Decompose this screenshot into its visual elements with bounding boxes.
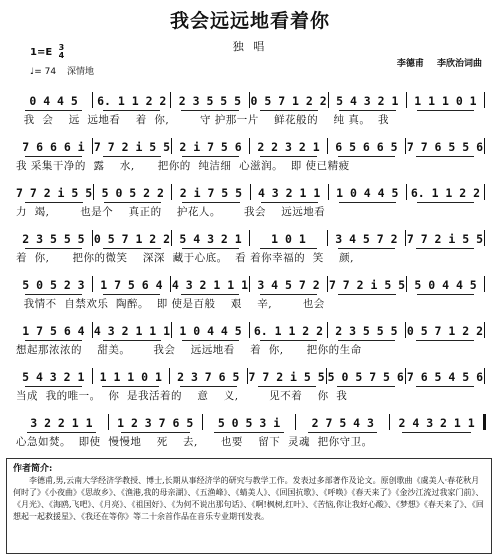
lyrics-line: 心急如焚。 即使 慢慢地 死 去, 也要 留下 灵魂 把你守卫。 (16, 436, 373, 448)
note-beam (103, 248, 161, 249)
note-beam (182, 340, 239, 341)
measure: 3 2 2 1 1 (16, 416, 107, 430)
score-system (16, 318, 486, 362)
note-beam (260, 294, 317, 295)
barline (406, 184, 407, 200)
measure: 2 3 5 5 5 (329, 324, 404, 338)
note-beam (338, 340, 395, 341)
notation-line (16, 226, 486, 246)
note-beam (27, 432, 96, 433)
author-bio-heading: 作者简介: (13, 464, 53, 474)
barline (405, 138, 406, 154)
measure: 2 2 3 2 1 (251, 140, 326, 154)
note-beam (260, 110, 318, 111)
barline (326, 368, 327, 384)
measure: 0 5 7 1 2 2 (94, 232, 170, 246)
measure: 2 i 7 5 6 (173, 140, 248, 154)
note-beam (182, 156, 239, 157)
lyrics-line: 力 竭, 也是个 真正的 护花人。 我会 远远地看 (16, 206, 326, 218)
measure: 5 0 5 7 5 6 (328, 370, 404, 384)
barline (484, 368, 485, 384)
score-system (16, 88, 486, 132)
measure: 1 1 1 0 1 (94, 370, 169, 384)
measure: 2 3 5 5 5 (16, 232, 91, 246)
notation-line (16, 88, 486, 108)
barline (171, 230, 172, 246)
notation-line (16, 272, 486, 292)
barline (93, 184, 94, 200)
measure: 5 0 4 4 5 (408, 278, 483, 292)
lyrics-line: 我 采集干净的 露 水, 把你的 纯洁细 心滋润。 即 使已精疲 (16, 160, 350, 172)
key-label: 1=E (30, 47, 53, 58)
measure: 1 2 3 7 6 5 (110, 416, 201, 430)
score-system (16, 134, 486, 178)
score-system (16, 272, 486, 316)
measure: 5 0 5 2 3 (16, 278, 91, 292)
measure: 5 4 3 2 1 (330, 94, 405, 108)
note-beam (121, 432, 190, 433)
barline (92, 138, 93, 154)
note-beam (260, 156, 317, 157)
notation-line (16, 134, 486, 154)
note-beam (103, 156, 161, 157)
measure: 0 5 7 1 2 2 (407, 324, 483, 338)
expression-marking: 深情地 (66, 67, 94, 77)
note-beam (182, 202, 239, 203)
note-beam (25, 340, 82, 341)
measure: 2 7 5 4 3 (297, 416, 388, 430)
barline (249, 230, 250, 246)
notation-line (16, 318, 486, 338)
note-beam (180, 386, 237, 387)
note-beam (339, 202, 396, 203)
meter-bottom: 4 (58, 51, 65, 60)
barline (169, 368, 170, 384)
barline (405, 322, 406, 338)
note-beam (260, 248, 317, 249)
performance-type: 独 唱 (232, 40, 268, 53)
note-beam (25, 156, 82, 157)
barline (484, 230, 485, 246)
barline (327, 138, 328, 154)
note-beam (103, 110, 160, 111)
measure: 2 3 5 5 5 (172, 94, 247, 108)
note-beam (214, 432, 283, 433)
measure: 4 3 2 1 1 (252, 186, 327, 200)
measure: 7 7 6 5 5 6 (407, 140, 483, 154)
measure: 6. 1 1 2 2 (94, 94, 169, 108)
tempo-marking (30, 64, 94, 77)
note-beam (25, 386, 82, 387)
note-beam (416, 156, 474, 157)
barline (389, 414, 390, 430)
measure: 3 4 5 7 2 (329, 232, 404, 246)
lyrics-line: 想起那浓浓的 甜美。 我会 远远地看 着 你, 把你的生命 (16, 344, 362, 356)
barline (249, 92, 250, 108)
measure: 1 7 5 6 4 (94, 278, 169, 292)
note-beam (417, 110, 474, 111)
barline (484, 92, 485, 108)
note-beam (181, 294, 239, 295)
measure: 1 0 4 4 5 (173, 324, 248, 338)
barline (328, 92, 329, 108)
barline (484, 322, 485, 338)
note-beam (416, 248, 474, 249)
note-beam (182, 248, 239, 249)
note-beam (103, 340, 161, 341)
measure: 2 i 7 5 5 (173, 186, 248, 200)
measure: 3 4 5 7 2 (251, 278, 326, 292)
barline (249, 276, 250, 292)
barline (295, 414, 296, 430)
measure: 5 0 5 3 i (204, 416, 295, 430)
note-beam (103, 294, 160, 295)
measure: 7 6 5 4 5 6 (407, 370, 483, 384)
song-title: 我会远远地看着你 (169, 10, 330, 32)
measure: 5 4 3 2 1 (173, 232, 248, 246)
final-barline (483, 414, 486, 430)
barline (327, 230, 328, 246)
author-bio (6, 458, 492, 554)
measure: 2 3 7 6 5 (171, 370, 246, 384)
notation-line (16, 410, 486, 430)
barline (202, 414, 203, 430)
note-beam (417, 202, 474, 203)
measure: 1 0 4 4 5 (330, 186, 405, 200)
measure: 5 4 3 2 1 (16, 370, 91, 384)
lyrics-line: 我情不 自禁欢乐 陶醉。 即 使是百般 艰 辛, 也会 (16, 298, 325, 310)
score-system (16, 364, 486, 408)
note-beam (416, 340, 474, 341)
barline (249, 322, 250, 338)
barline (327, 322, 328, 338)
measure: 7 6 6 6 i (16, 140, 91, 154)
barline (171, 138, 172, 154)
barline (405, 368, 406, 384)
note-beam (260, 340, 317, 341)
measure: 7 7 2 i 5 5 (94, 140, 170, 154)
time-signature (59, 44, 65, 60)
note-beam (25, 110, 82, 111)
tempo-value: ♩= 74 (30, 67, 57, 77)
note-beam (308, 432, 377, 433)
note-beam (102, 386, 159, 387)
barline (328, 184, 329, 200)
barline (484, 138, 485, 154)
score-system (16, 180, 486, 224)
measure: 6. 1 1 2 2 (251, 324, 326, 338)
credits (397, 56, 482, 69)
score-system (16, 226, 486, 270)
lyrics-line: 当成 我的唯一。 你 是我活着的 意 义, 见不着 你 我 (16, 390, 348, 402)
measure: 6. 1 1 2 2 (408, 186, 483, 200)
measure: 2 4 3 2 1 1 (391, 416, 482, 430)
measure: 5 0 5 2 2 (95, 186, 170, 200)
note-beam (338, 294, 396, 295)
measure: 7 7 2 i 5 5 (407, 232, 483, 246)
note-beam (261, 202, 318, 203)
measure: 4 3 2 1 1 1 (94, 324, 170, 338)
note-beam (416, 386, 474, 387)
score-system (16, 410, 486, 454)
note-beam (417, 294, 474, 295)
note-beam (402, 432, 471, 433)
measure: 1 0 1 (251, 232, 326, 246)
note-beam (104, 202, 161, 203)
author-bio-text: 李德甫,男,云南大学经济学教授、博士,长期从事经济学的研究与教学工作。发表过多部著作及论文。原创歌曲《虞美人·春花秋月何时了》《小夜曲》《思故乡》、《渔港,我的母亲湖》、《五渔峰》、《蜻美人》、《回国抗歌》、《呼唤》《春天来了》《金沙江流过我家门前》、《月光》、《海鸥,飞吧》、《月亮》、《祖国好》、《为何不说出那句话》、《啊!枫树,红叶》、《苦恼,你让我好心酸》、《梦想》《春天来了》、《回想起一起救援星》、《我还在等你》等二十余首作品在音乐专业期刊发表。 (13, 476, 484, 521)
measure: 7 7 2 i 5 5 (249, 370, 325, 384)
note-beam (338, 156, 395, 157)
barline (249, 138, 250, 154)
note-beam (181, 110, 238, 111)
lyricist: 李德甫 (396, 59, 424, 69)
measure: 6 5 6 6 5 (329, 140, 404, 154)
measure: 1 7 5 6 4 (16, 324, 91, 338)
measure: 4 3 2 1 1 1 (172, 278, 248, 292)
measure: 1 1 1 0 1 (408, 94, 483, 108)
barline (170, 92, 171, 108)
barline (484, 184, 485, 200)
barline (327, 276, 328, 292)
composer: 李欣治词曲 (436, 59, 482, 69)
barline (170, 276, 171, 292)
barline (92, 92, 93, 108)
note-beam (25, 294, 82, 295)
measure: 7 7 2 i 5 5 (16, 186, 92, 200)
note-beam (337, 386, 395, 387)
notation-line (16, 364, 486, 384)
barline (92, 230, 93, 246)
barline (484, 276, 485, 292)
measure: 7 7 2 i 5 5 (329, 278, 405, 292)
meter-top: 3 (58, 43, 65, 52)
barline (92, 276, 93, 292)
note-beam (25, 202, 83, 203)
note-beam (258, 386, 316, 387)
notation-line (16, 180, 486, 200)
barline (250, 184, 251, 200)
measure: 0 5 7 1 2 2 (251, 94, 327, 108)
lyrics-line: 我 会 远 远地看 着 你, 守 护那一片 鲜花般的 纯 真。 我 (16, 114, 389, 126)
barline (171, 184, 172, 200)
barline (406, 92, 407, 108)
barline (247, 368, 248, 384)
measure: 0 4 4 5 (16, 94, 91, 108)
note-beam (338, 248, 395, 249)
barline (92, 322, 93, 338)
key-signature (30, 44, 64, 60)
note-beam (339, 110, 396, 111)
barline (108, 414, 109, 430)
barline (171, 322, 172, 338)
barline (406, 276, 407, 292)
barline (92, 368, 93, 384)
barline (405, 230, 406, 246)
note-beam (25, 248, 82, 249)
lyrics-line: 着 你, 把你的微笑 深深 藏于心底。 看 着你幸福的 笑 颜, (16, 252, 354, 264)
